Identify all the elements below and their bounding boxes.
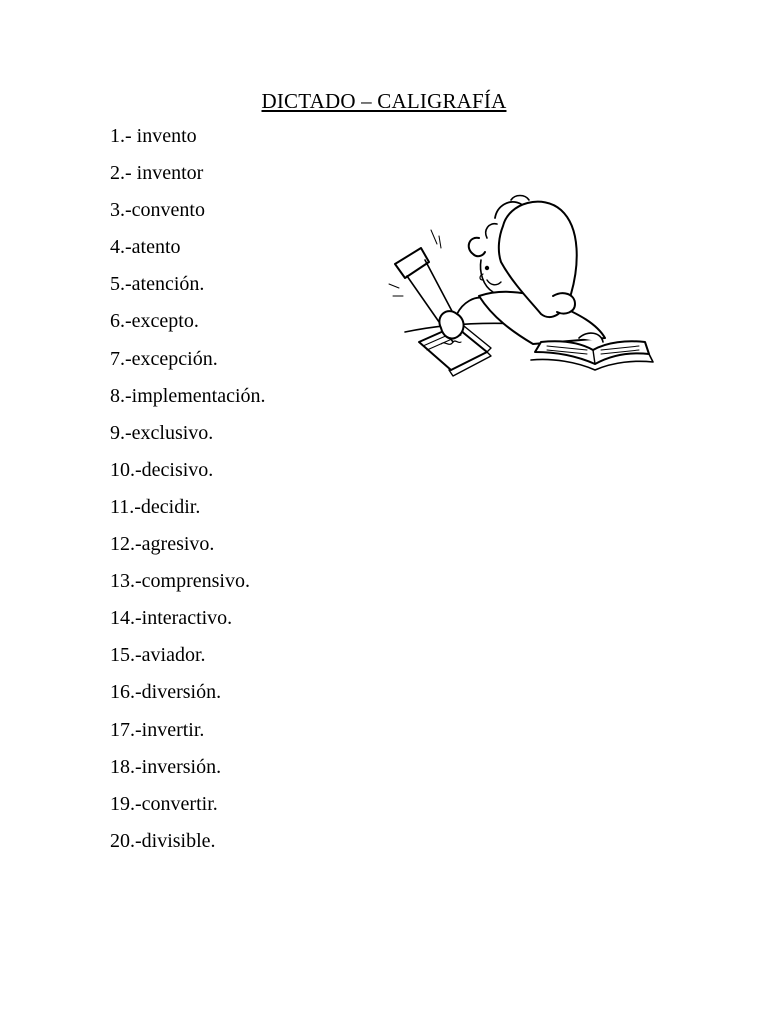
list-item: 8.-implementación. xyxy=(110,384,266,407)
list-item: 1.- invento xyxy=(110,125,197,147)
pencil-icon xyxy=(395,248,429,278)
list-item: 10.-decisivo. xyxy=(110,458,214,481)
list-item: 19.-convertir. xyxy=(110,792,218,815)
list-item: 20.-divisible. xyxy=(110,829,216,852)
list-item: 6.-excepto. xyxy=(110,310,199,333)
list-item: 18.-inversión. xyxy=(110,755,222,778)
list-item: 14.-interactivo. xyxy=(110,607,233,630)
list-item: 5.-atención. xyxy=(110,273,205,296)
list-item: 2.- inventor xyxy=(110,162,204,185)
list-item: 16.-diversión. xyxy=(110,681,222,704)
list-item: 15.-aviador. xyxy=(110,644,206,667)
list-item: 3.-convento xyxy=(110,199,205,222)
list-item: 11.-decidir. xyxy=(110,495,201,518)
dictation-word-list xyxy=(110,123,266,865)
list-item: 12.-agresivo. xyxy=(110,533,215,556)
student-writing-icon xyxy=(383,192,655,382)
list-item: 13.-comprensivo. xyxy=(110,570,250,593)
list-item: 7.-excepción. xyxy=(110,347,218,370)
page-title: DICTADO – CALIGRAFÍA xyxy=(261,89,507,113)
list-item: 9.-exclusivo. xyxy=(110,421,214,444)
list-item: 4.-atento xyxy=(110,236,181,259)
list-item: 17.-invertir. xyxy=(110,718,205,741)
